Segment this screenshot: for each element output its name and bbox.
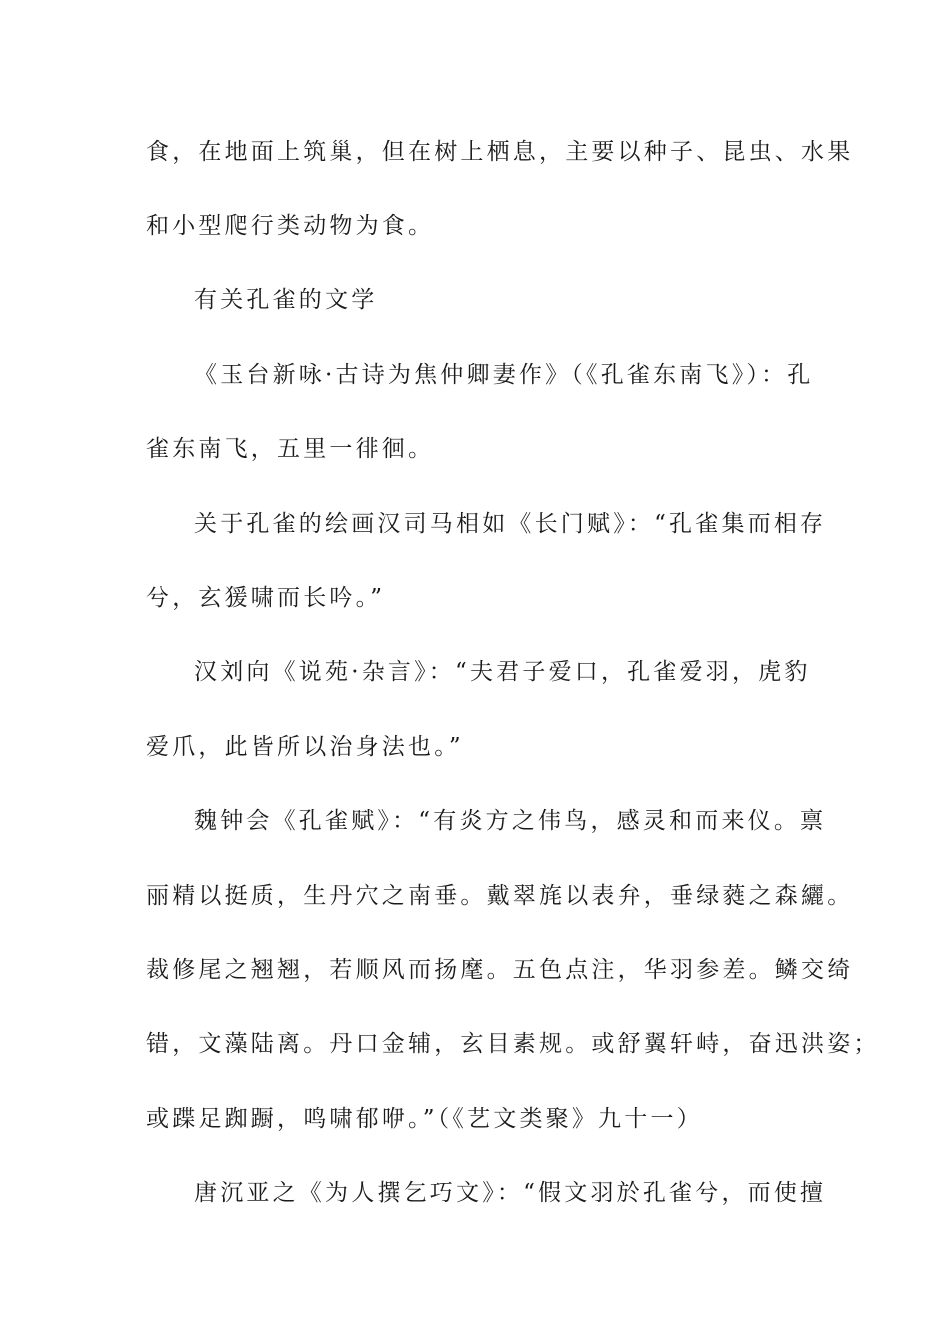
text-line: 裁修尾之翘翘，若顺风而扬麾。五色点注，华羽参差。鳞交绮 — [146, 957, 854, 983]
text-line: 食，在地面上筑巢，但在树上栖息，主要以种子、昆虫、水果 — [146, 139, 854, 165]
text-line: 《玉台新咏·古诗为焦仲卿妻作》（《孔雀东南飞》）：孔 — [194, 362, 814, 388]
text-line: 魏钟会《孔雀赋》：“有炎方之伟鸟，感灵和而来仪。禀 — [194, 808, 827, 834]
text-line: 雀东南飞，五里一徘徊。 — [146, 436, 435, 462]
text-line: 兮，玄猨啸而长吟。” — [146, 585, 386, 611]
section-heading: 有关孔雀的文学 — [194, 287, 378, 313]
text-line: 和小型爬行类动物为食。 — [146, 213, 435, 239]
text-line: 关于孔雀的绘画汉司马相如《长门赋》：“孔雀集而相存 — [194, 511, 827, 537]
text-line: 错，文藻陆离。丹口金辅，玄目素规。或舒翼轩峙，奋迅洪姿； — [146, 1031, 880, 1057]
text-line: 或蹀足踟蹰，鸣啸郁咿。”（《艺文类聚》九十一） — [146, 1106, 703, 1132]
text-line: 爱爪，此皆所以治身法也。” — [146, 734, 464, 760]
text-line: 汉刘向《说苑·杂言》：“夫君子爱口，孔雀爱羽，虎豹 — [194, 659, 811, 685]
text-line: 丽精以挺质，生丹穴之南垂。戴翠旄以表弁，垂绿蕤之森纚。 — [146, 883, 854, 909]
text-line: 唐沉亚之《为人撰乞巧文》：“假文羽於孔雀兮，而使擅 — [194, 1180, 827, 1206]
